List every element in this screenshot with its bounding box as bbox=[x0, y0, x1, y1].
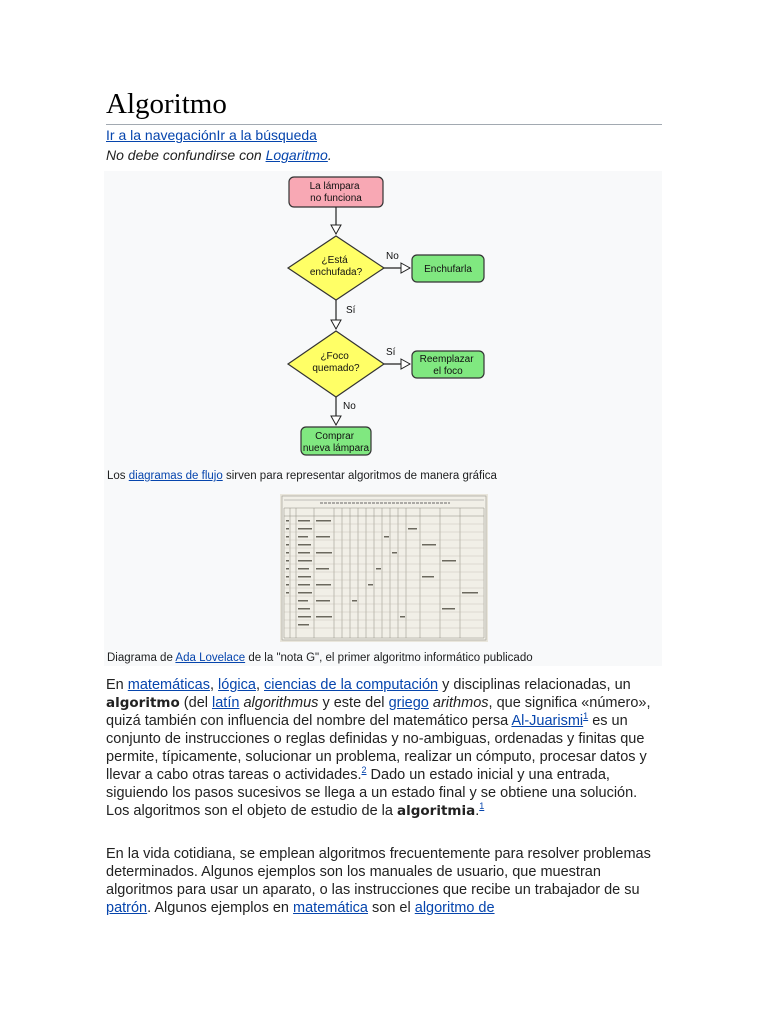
jump-to-search-link[interactable]: Ir a la búsqueda bbox=[216, 127, 317, 143]
lovelace-caption bbox=[107, 652, 533, 664]
p1-text: , que significa «número», quizá también con influencia del nombre del matemático persa bbox=[106, 695, 651, 729]
p1-text: En bbox=[106, 677, 124, 693]
flowchart-label-no2: No bbox=[343, 401, 356, 412]
caption2-text: Diagrama de bbox=[107, 652, 173, 664]
logica-link[interactable]: lógica bbox=[218, 677, 256, 693]
flowchart-caption bbox=[107, 470, 497, 482]
flowchart-action2-label: Reemplazar el foco bbox=[419, 354, 474, 377]
jump-links bbox=[106, 127, 317, 143]
caption1-text-end: sirven para representar algoritmos de manera gráfica bbox=[225, 470, 497, 482]
flowchart-decision1-label: ¿Está enchufada? bbox=[309, 255, 363, 278]
reference-1-link[interactable]: 1 bbox=[583, 711, 589, 721]
flowchart-label-si1: Sí bbox=[346, 305, 356, 316]
reference-2-link[interactable]: 2 bbox=[361, 765, 367, 775]
hatnote-text: No debe confundirse con bbox=[106, 147, 262, 163]
flowchart-start-label: La lámpara no funciona bbox=[309, 181, 362, 204]
title-divider bbox=[106, 124, 662, 125]
caption2-text-end: de la "nota G", el primer algoritmo informático publicado bbox=[248, 652, 533, 664]
logaritmo-link[interactable]: Logaritmo bbox=[265, 147, 328, 163]
p2-text: son el bbox=[372, 900, 411, 916]
arithmos-term: arithmos bbox=[432, 695, 489, 711]
algoritmo-de-link[interactable]: algoritmo de bbox=[414, 900, 495, 916]
flowchart-label-si2: Sí bbox=[386, 347, 396, 358]
reference-1b-link[interactable]: 1 bbox=[479, 801, 485, 811]
hatnote bbox=[106, 147, 332, 163]
hatnote-period: . bbox=[327, 147, 332, 163]
intro-paragraph bbox=[106, 676, 662, 820]
matematicas-link[interactable]: matemáticas bbox=[127, 677, 210, 693]
ada-lovelace-link[interactable]: Ada Lovelace bbox=[175, 652, 246, 664]
flowchart-action3-label: Comprar nueva lámpara bbox=[302, 431, 370, 454]
flowchart-action1-label: Enchufarla bbox=[424, 264, 472, 275]
griego-link[interactable]: griego bbox=[388, 695, 429, 711]
algorithmus-term: algorithmus bbox=[243, 695, 319, 711]
caption1-text: Los bbox=[107, 470, 126, 482]
second-paragraph bbox=[106, 845, 662, 917]
latin-link[interactable]: latín bbox=[212, 695, 240, 711]
p2-text: En la vida cotidiana, se emplean algoritmos frecuentemente para resolver problemas determinados. Algunos ejemplos son los manuales de usuario, que muestran algoritmos para usar un aparato, o las instrucciones que recibe un trabajador de su bbox=[106, 846, 651, 898]
flowchart-decision2-label: ¿Foco quemado? bbox=[312, 351, 360, 374]
p1-text: , bbox=[255, 677, 260, 693]
matematica-link[interactable]: matemática bbox=[293, 900, 368, 916]
al-juarismi-link[interactable]: Al-Juarismi bbox=[511, 713, 584, 729]
flowchart-diagram bbox=[104, 171, 662, 467]
ciencias-computacion-link[interactable]: ciencias de la computación bbox=[264, 677, 439, 693]
diagramas-de-flujo-link[interactable]: diagramas de flujo bbox=[128, 470, 223, 482]
p1-text: . bbox=[475, 803, 480, 819]
p1-text: , bbox=[209, 677, 215, 693]
p1-text: y este del bbox=[322, 695, 385, 711]
p1-text: y disciplinas relacionadas, un bbox=[442, 677, 631, 693]
ada-lovelace-note-g-image[interactable] bbox=[280, 494, 488, 642]
algoritmo-bold-term: algoritmo bbox=[106, 695, 180, 711]
p2-text: . Algunos ejemplos en bbox=[147, 900, 289, 916]
page-title: Algoritmo bbox=[106, 88, 227, 120]
p1-text: es un conjunto de instrucciones o reglas definidas y no-ambiguas, ordenadas y finitas que permite, típicamente, solucionar un problema, realizar un cómputo, procesar datos y llevar a cabo otras tareas o actividades. bbox=[106, 713, 647, 783]
jump-to-navigation-link[interactable]: Ir a la navegación bbox=[106, 127, 217, 143]
p1-text: (del bbox=[183, 695, 208, 711]
patron-link[interactable]: patrón bbox=[106, 900, 148, 916]
algoritmia-bold-term: algoritmia bbox=[397, 803, 476, 819]
flowchart-label-no1: No bbox=[386, 251, 399, 262]
p1-text: Dado un estado inicial y una entrada, siguiendo los pasos sucesivos se llega a un estado final y se obtiene una solución. Los algoritmos son el objeto de estudio de la bbox=[106, 767, 638, 819]
